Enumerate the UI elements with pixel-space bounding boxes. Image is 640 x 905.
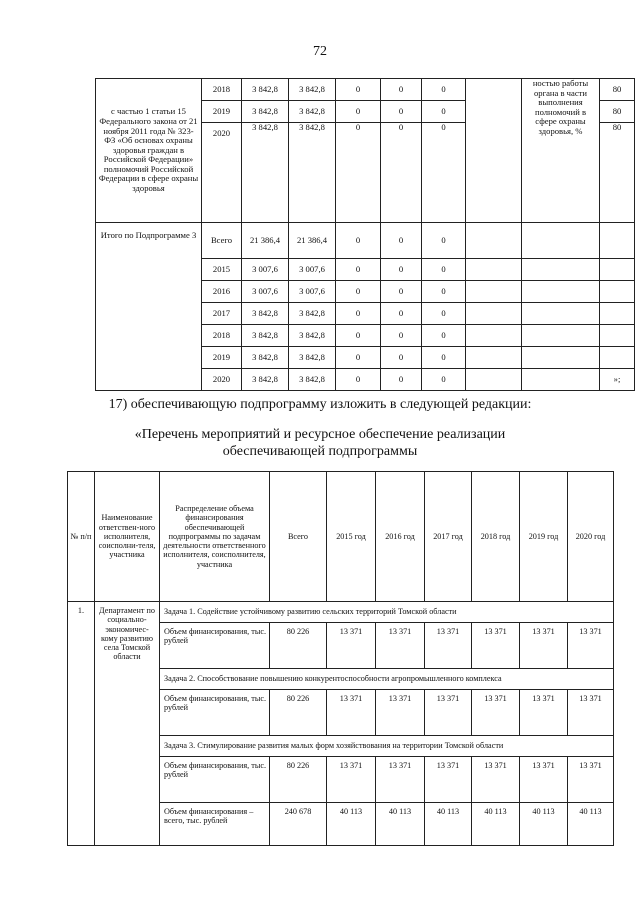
value-cell: 40 113: [568, 803, 614, 846]
indicator-value: 80: [600, 101, 635, 123]
value-cell: 3 842,8: [289, 325, 336, 347]
value-cell: 3 842,8: [289, 101, 336, 123]
header-2017: 2017 год: [425, 472, 472, 602]
header-executor: Наименование ответствен-ного исполнителя, соисполни-теля, участника: [95, 472, 160, 602]
indicator-value: 80: [600, 79, 635, 101]
indicator-value: [600, 325, 635, 347]
year-cell: 2018: [202, 325, 242, 347]
value-cell: 13 371: [520, 690, 568, 736]
value-cell: 3 842,8: [242, 347, 289, 369]
value-cell: 0: [336, 347, 381, 369]
header-num: № п/п: [68, 472, 95, 602]
value-cell: 3 842,8: [242, 303, 289, 325]
value-cell: 40 113: [520, 803, 568, 846]
empty-cell: [466, 303, 522, 325]
value-cell: 13 371: [425, 757, 472, 803]
year-cell: 2016: [202, 281, 242, 303]
value-cell: 3 842,8: [242, 79, 289, 101]
indicator-value: [600, 303, 635, 325]
value-cell: 0: [381, 259, 422, 281]
header-2019: 2019 год: [520, 472, 568, 602]
value-cell: 0: [336, 303, 381, 325]
heading-line-2: обеспечивающей подпрограммы: [222, 444, 418, 459]
value-cell: 0: [336, 223, 381, 259]
value-cell: 240 678: [270, 803, 327, 846]
empty-cell: [466, 79, 522, 223]
value-cell: 3 007,6: [289, 281, 336, 303]
value-cell: 13 371: [568, 623, 614, 669]
value-cell: 0: [381, 281, 422, 303]
value-cell: 0: [381, 325, 422, 347]
value-cell: 40 113: [472, 803, 520, 846]
value-cell: 13 371: [472, 623, 520, 669]
value-cell: 21 386,4: [242, 223, 289, 259]
support-subprogram-table: [67, 471, 614, 846]
value-cell: 13 371: [376, 623, 425, 669]
value-cell: 0: [381, 79, 422, 101]
financing-label: Объем финансирования, тыс. рублей: [160, 690, 270, 736]
value-cell: 0: [381, 369, 422, 391]
empty-cell: [466, 347, 522, 369]
empty-cell: [522, 347, 600, 369]
value-cell: 13 371: [568, 757, 614, 803]
header-2018: 2018 год: [472, 472, 520, 602]
value-cell: 0: [336, 325, 381, 347]
row-number: 1.: [68, 602, 95, 846]
value-cell: 40 113: [376, 803, 425, 846]
value-cell: 0: [422, 123, 466, 223]
instruction-text: 17) обеспечивающую подпрограмму изложить в следующей редакции:: [108, 397, 532, 412]
value-cell: 80 226: [270, 623, 327, 669]
year-cell: Всего: [202, 223, 242, 259]
task-title: Задача 1. Содействие устойчивому развитию сельских территорий Томской области: [160, 602, 614, 623]
value-cell: 13 371: [520, 623, 568, 669]
value-cell: 0: [336, 123, 381, 223]
indicator-value: [600, 281, 635, 303]
empty-cell: [522, 259, 600, 281]
value-cell: 0: [336, 79, 381, 101]
value-cell: 0: [422, 259, 466, 281]
indicator-value: »;: [600, 369, 635, 391]
value-cell: 13 371: [327, 690, 376, 736]
financing-label: Объем финансирования, тыс. рублей: [160, 757, 270, 803]
value-cell: 0: [422, 101, 466, 123]
value-cell: 13 371: [327, 757, 376, 803]
subprogram3-table: [95, 78, 635, 391]
value-cell: 13 371: [425, 690, 472, 736]
value-cell: 3 007,6: [242, 259, 289, 281]
year-cell: 2019: [202, 347, 242, 369]
value-cell: 0: [336, 369, 381, 391]
header-2016: 2016 год: [376, 472, 425, 602]
value-cell: 13 371: [425, 623, 472, 669]
value-cell: 13 371: [520, 757, 568, 803]
page-number: 72: [313, 44, 327, 59]
value-cell: 40 113: [327, 803, 376, 846]
value-cell: 3 842,8: [242, 369, 289, 391]
header-2015: 2015 год: [327, 472, 376, 602]
empty-cell: [466, 369, 522, 391]
value-cell: 80 226: [270, 690, 327, 736]
value-cell: 0: [336, 281, 381, 303]
empty-cell: [522, 325, 600, 347]
value-cell: 3 007,6: [242, 281, 289, 303]
value-cell: 3 842,8: [289, 303, 336, 325]
value-cell: 0: [422, 79, 466, 101]
empty-cell: [466, 223, 522, 259]
value-cell: 3 842,8: [289, 123, 336, 223]
empty-cell: [522, 223, 600, 259]
year-cell: 2017: [202, 303, 242, 325]
grand-total-label: Объем финансирования – всего, тыс. рублей: [160, 803, 270, 846]
value-cell: 3 842,8: [289, 369, 336, 391]
header-2020: 2020 год: [568, 472, 614, 602]
value-cell: 13 371: [376, 757, 425, 803]
year-cell: 2019: [202, 101, 242, 123]
empty-cell: [522, 369, 600, 391]
value-cell: 0: [381, 223, 422, 259]
value-cell: 3 842,8: [242, 325, 289, 347]
value-cell: 3 842,8: [242, 101, 289, 123]
value-cell: 3 842,8: [242, 123, 289, 223]
value-cell: 13 371: [472, 690, 520, 736]
header-distribution: Распределение объема финансирования обеспечивающей подпрограммы по задачам деятельности ответственного исполнителя, соисполнителя, участника: [160, 472, 270, 602]
year-cell: 2015: [202, 259, 242, 281]
indicator-value: [600, 347, 635, 369]
value-cell: 0: [336, 259, 381, 281]
task-title: Задача 2. Способствование повышению конкурентоспособности агропромышленного комплекса: [160, 669, 614, 690]
indicator-value: [600, 223, 635, 259]
empty-cell: [466, 325, 522, 347]
value-cell: 3 842,8: [289, 347, 336, 369]
table-row: [96, 79, 635, 101]
empty-cell: [466, 259, 522, 281]
indicator-value: 80: [600, 123, 635, 223]
value-cell: 80 226: [270, 757, 327, 803]
empty-cell: [466, 281, 522, 303]
value-cell: 0: [336, 101, 381, 123]
total-label-cell: Итого по Подпрограмме 3: [96, 223, 202, 391]
indicator-cell: ностью работы органа в части выполнения полномочий в сфере охраны здоровья, %: [522, 79, 600, 223]
value-cell: 40 113: [425, 803, 472, 846]
value-cell: 0: [422, 369, 466, 391]
year-cell: 2020: [202, 369, 242, 391]
legal-basis-cell: с частью 1 статьи 15 Федерального закона от 21 ноября 2011 года № 323-ФЗ «Об основах охраны здоровья граждан в Российской Федерации» полномочий Российской Федерации в сфере охраны здоровья: [96, 79, 202, 223]
value-cell: 13 371: [327, 623, 376, 669]
empty-cell: [522, 281, 600, 303]
value-cell: 3 007,6: [289, 259, 336, 281]
value-cell: 0: [422, 325, 466, 347]
year-cell: 2018: [202, 79, 242, 101]
value-cell: 0: [381, 101, 422, 123]
task-title: Задача 3. Стимулирование развития малых форм хозяйствования на территории Томской области: [160, 736, 614, 757]
value-cell: 13 371: [568, 690, 614, 736]
value-cell: 13 371: [472, 757, 520, 803]
financing-label: Объем финансирования, тыс. рублей: [160, 623, 270, 669]
value-cell: 13 371: [376, 690, 425, 736]
value-cell: 0: [381, 303, 422, 325]
value-cell: 21 386,4: [289, 223, 336, 259]
task-row: [68, 602, 614, 623]
value-cell: 0: [381, 123, 422, 223]
value-cell: 0: [422, 347, 466, 369]
table-row: [96, 223, 635, 259]
value-cell: 0: [381, 347, 422, 369]
value-cell: 3 842,8: [289, 79, 336, 101]
value-cell: 0: [422, 223, 466, 259]
header-total: Всего: [270, 472, 327, 602]
empty-cell: [522, 303, 600, 325]
executor-name: Департамент по социально-экономичес-кому развитию села Томской области: [95, 602, 160, 846]
value-cell: 0: [422, 281, 466, 303]
year-cell: 2020: [202, 123, 242, 223]
indicator-value: [600, 259, 635, 281]
value-cell: 0: [422, 303, 466, 325]
heading-line-1: «Перечень мероприятий и ресурсное обеспечение реализации: [134, 427, 506, 442]
